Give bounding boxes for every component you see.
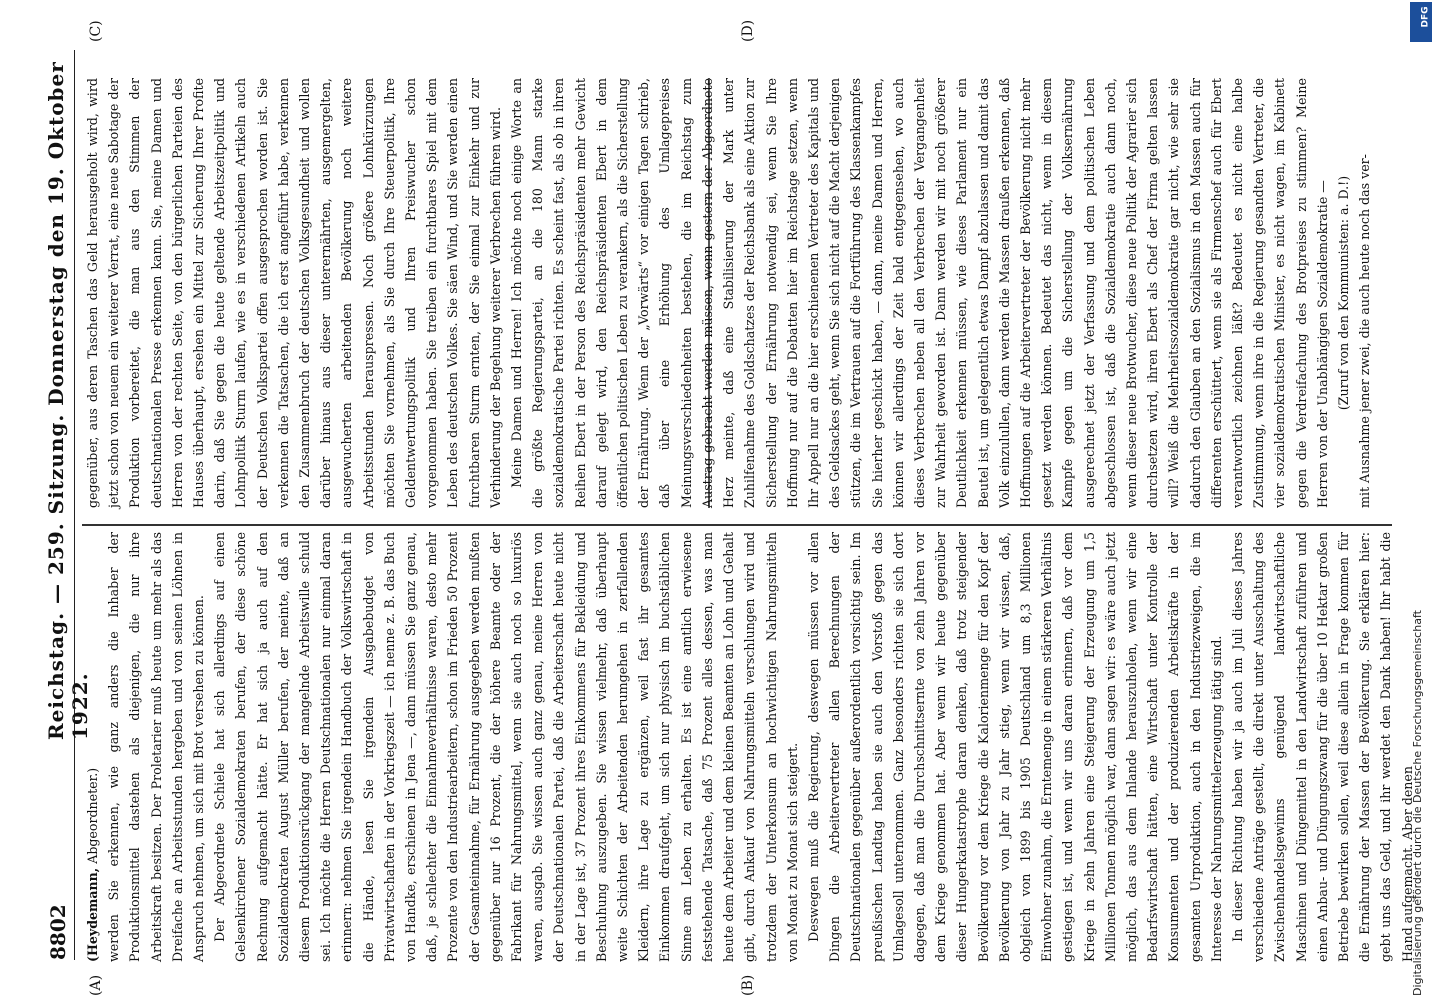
- paragraph: Der Abgeordnete Schiele hat sich allerdings auf einen Gelsenkirchener Sozialdemokraten berufen, der diese schöne Rechnung aufgemacht hätte. Er hat sich ja auch auf den Sozialdemokraten August Müller berufen, der meinte, daß an diesem Produktionsrückgang der mangelnde Arbeitswille schuld sei. Ich möchte die Herren Deutschnationalen nur einmal daran erinnern: nehmen Sie irgendein Handbuch der Volkswirtschaft in die Hände, lesen Sie irgendein Ausgabebudget von Privatwirtschaften in der Vorkriegszeit — ich nenne z. B. das Buch von Handke, erschienen in Jena —, dann müssen Sie ganz genau, daß, je schlechter die Einnahmeverhältnisse waren, desto mehr Prozente von den Industriearbeitern, schon im Frieden 50 Prozent der Gesamteinnahme, für Ernährung ausgegeben werden mußten gegenüber nur 16 Prozent, die der höhere Beamte oder der Fabrikant für Nahrungsmittel, wenn sie auch noch so luxuriös waren, ausgab. Sie wissen auch ganz genau, meine Herren von der Deutschnationalen Partei, daß die Arbeiterschaft heute nicht in der Lage ist, 37 Prozent ihres Einkommens für Bekleidung und Beschuhung auszugeben. Sie wissen vielmehr, daß überhaupt weite Schichten der Arbeitenden herumgehen in zerfallenden Kleidern, ihre Lage zu ergänzen, weil fast ihr gesamtes Einkommen draufgeht, um sich nur physisch im buchstäblichen Sinne am Leben zu erhalten. Es ist eine amtlich erwiesene feststehende Tatsache, daß 75 Prozent alles dessen, was man heute dem Arbeiter und dem kleinen Beamten an Lohn und Gehalt gibt, durch Ankauf von Nahrungsmitteln verschlungen wird und trotzdem der Unterkonsum an hochwichtigen Nahrungsmitteln von Monat zu Monat sich steigert.: [212, 532, 800, 962]
- page-header: [40, 50, 92, 960]
- page-number: 8802: [46, 904, 70, 960]
- paragraph: Meine Damen und Herren! Ich möchte noch einige Worte an die größte Regierungspartei, an die 180 Mann starke sozialdemokratische Partei richten. Es scheint fast, als ob in ihren Reihen Ebert in der Person des Reichspräsidenten mehr Gewicht darauf gelegt wird, den Reichspräsidenten Ebert in dem öffentlichen politischen Leben zu verankern, als die Sicherstellung der Ernährung. Wenn der „Vorwärts“ vor einigen Tagen schrieb, daß über eine Erhöhung des Umlagepreises Meinungsverschiedenheiten bestehen, die im Reichstag zum Austrag gebracht werden müssen, wenn gestern der Abgeordnete Herz meinte, daß eine Stabilisierung der Mark unter Zuhilfenahme des Goldschatzes der Reichsbank als eine Aktion zur Sicherstellung der Ernährung notwendig sei, wenn Sie Ihre Hoffnung nur auf die Debatten hier im Reichstage setzen, wenn Ihr Appell nur an die hier erschienenen Vertreter des Kapitals und des Geldsackes geht, wenn Sie sich nicht auf die Macht derjenigen stützen, die im Vertrauen auf die Fortführung des Klassenkampfes Sie hierher geschickt haben, — dann, meine Damen und Herren, können wir allerdings der Zeit bald entgegensehen, wo auch dieses Verbrechen neben all den Verbrechen der Vergangenheit zur Wahrheit geworden ist. Dann werden wir mit noch größerer Deutlichkeit erkennen müssen, wie dieses Parlament nur ein Beutel ist, um gelegentlich etwas Dampf abzulassen und damit das Volk einzulullen, dann werden die Massen draußen erkennen, daß Hoffnungen auf die Arbeitervertreter der Bevölkerung nicht mehr gesetzt werden können. Bedeutet das nicht, wenn in diesem Kampfe gegen um die Sicherstellung der Volksernährung ausgerechnet jetzt der Verfassung und dem politischen Leben abgeschlossen ist, daß die Sozialdemokratie auch dann noch, wenn dieser neue Brotwucher, diese neue Politik der Agrarier sich durchsetzen wird, ihren Ebert als Chef der Firma gelten lassen will? Weiß die Mehrheitssozialdemokratie gar nicht, wie sehr sie dadurch den Glauben an den Sozialismus in den Massen auch für differenten erschüttert, wenn sie als Firmenschef auch für Ebert verantwortlich zeichnen läßt? Bedeutet es nicht eine halbe Zustimmung, wenn ihre in die Regierung gesandten Vertreter, die vier sozialdemokratischen Minister, es nicht wagen, im Kabinett gegen die Verdreifachung des Brotpreises zu stimmen? Meine Herren von der Unabhängigen Sozialdemokratie —: [509, 78, 1330, 508]
- margin-marker-b: (B): [740, 974, 756, 996]
- margin-marker-a: (A): [88, 974, 104, 996]
- speaker-name: (Heydemann,: [85, 867, 100, 962]
- paragraph: werden Sie erkennen, wie ganz anders die Inhaber der Produktionsmittel dastehen als diejenigen, die nur ihre Arbeitskraft besitzen. Der Proletarier muß heute um mehr als das Dreifache an Arbeitsstunden hergeben und von seinen Löhnen in Anspruch nehmen, um sich mit Brot versehen zu können.: [106, 532, 207, 962]
- paragraph: mit Ausnahme jener zwei, die auch heute noch das ver-: [1357, 154, 1373, 508]
- right-text-column: [82, 78, 1402, 508]
- page-title: Reichstag. — 259. Sitzung. Donnerstag den 19. Oktober 1922.: [44, 61, 92, 740]
- paragraph: gegenüber, aus deren Taschen das Geld herausgeholt wird, wird jetzt schon von neuem ein weiterer Verrat, eine neue Sabotage der Produktion vorbereitet, die man aus den Stimmen der deutschnationalen Presse erkennen kann. Sie, meine Damen und Herren von der rechten Seite, von den bürgerlichen Parteien des Hauses überhaupt, ersehen ein Mittel zur Sicherung Ihrer Profite darin, daß Sie gegen die heute geltende Arbeitszeitpolitik und Lohnpolitik Sturm laufen, wie es in verschiedenen Artikeln auch der Deutschen Volkspartei offen ausgesprochen worden ist. Sie verkennen die Tatsachen, die ich erst angeführt habe, verkennen den Zusammenbruch der deutschen Volksgesundheit und wollen darüber hinaus aus dieser unterernährten, ausgemergelten, ausgewucherten arbeitenden Bevölkerung noch weitere Arbeitsstunden herauspressen. Noch größere Lohnkürzungen möchten Sie vornehmen, als Sie durch Ihre Steuerpolitik, Ihre Geldentwertungspolitik und Ihren Preiswucher schon vorgenommen haben. Sie treiben ein furchtbares Spiel mit dem Leben des deutschen Volkes. Sie säen Wind, und Sie werden einen furchtbaren Sturm ernten, der Sie einmal zur Einkehr und zur Verhinderung der Begehung weiterer Verbrechen führen wird.: [85, 78, 503, 508]
- left-text-column: [82, 532, 1415, 962]
- funding-note-text: Digitalisierung gefördert durch die Deutsche Forschungsgemeinschaft: [1411, 610, 1424, 996]
- paragraph: Deswegen muß die Regierung, deswegen müssen vor allen Dingen die Arbeitervertreter allen Berechnungen der Deutschnationalen gegenüber außerordentlich vorsichtig sein. Im preußischen Landtag haben sie auch den Vorstoß gegen das Umlagesoll unternommen. Ganz besonders richten sie sich dort dagegen, daß man die Durchschnittsernte von zehn Jahren vor dem Kriege genommen hat. Aber wenn wir heute gegenüber dieser Hungerkatastrophe daran denken, daß trotz steigender Bevölkerung vor dem Kriege die Kalorienmenge für den Kopf der Bevölkerung von Jahr zu Jahr stieg, wenn wir wissen, daß, obgleich von 1899 bis 1905 Deutschland um 8,3 Millionen Einwohner zunahm, die Erntemenge in einem stärkeren Verhältnis gestiegen ist, und wenn wir uns daran erinnern, daß vor dem Kriege in zehn Jahren eine Steigerung der Erzeugung um 1,5 Millionen Tonnen möglich war, dann sagen wir: es wäre auch jetzt möglich, das aus dem Inlande herauszuholen, wenn wir eine Bedarfswirtschaft hätten, eine Wirtschaft unter Kontrolle der Konsumenten und der produzierenden Arbeitskräfte in der gesamten Urproduktion, auch in den Industriezweigen, die im Interesse der Nahrungsmittelerzeugung tätig sind.: [805, 532, 1224, 962]
- margin-marker-c: (C): [88, 20, 104, 42]
- speaker-line: [82, 532, 103, 962]
- margin-marker-d: (D): [740, 19, 756, 42]
- speaker-role: Abgeordneter.): [85, 767, 100, 864]
- dfg-logo-text: DFG: [1420, 6, 1431, 28]
- paragraph: In dieser Richtung haben wir ja auch im Juli dieses Jahres verschiedene Anträge gestellt, die direkt unter Ausschaltung des Zwischenhandelsgewinns genügend landwirtschaftliche Maschinen und Düngemittel in den Landwirtschaft zuführen und einen Anbau- und Düngungszwang für die über 10 Hektar großen Betriebe bewirken sollen, weil diese allein in Frage kommen für die Ernährung der Massen der Bevölkerung. Sie erklären hier: gebt uns das Geld, und ihr werdet den Dank haben! Ihr habt die Hand aufgemacht. Aber denen: [1229, 532, 1415, 962]
- dfg-logo: [1410, 2, 1432, 42]
- column-divider: [82, 525, 1392, 527]
- funding-note: [1406, 6, 1430, 996]
- interjection: (Zuruf von den Kommunisten: a. D.!): [1335, 175, 1351, 411]
